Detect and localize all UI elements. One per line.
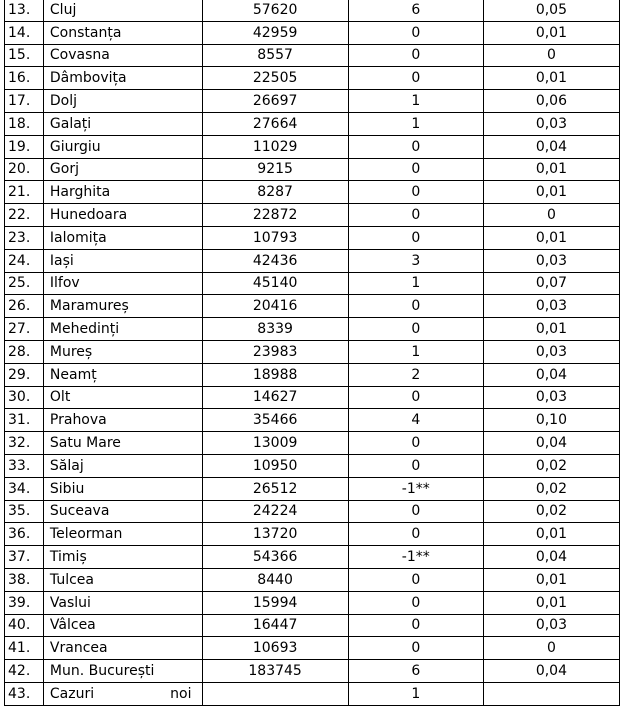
new-cases-cell: 6 [348,660,483,683]
new-cases-cell: 0 [348,500,483,523]
table-row [5,295,620,318]
new-cases-cell: 0 [348,21,483,44]
incidence-cell: 0,01 [483,21,619,44]
incidence-cell: 0,03 [483,386,619,409]
total-cases-cell: 20416 [202,295,348,318]
table-row [5,181,620,204]
county-name-cell: Vâlcea [43,614,202,637]
county-name-cell: Mureș [43,340,202,363]
row-number-cell: 36. [5,523,44,546]
table-row [5,363,620,386]
label-part-2: noi [170,685,192,702]
total-cases-cell: 8339 [202,318,348,341]
table-row [5,318,620,341]
table-row [5,614,620,637]
new-cases-cell: 1 [348,112,483,135]
new-cases-cell: 0 [348,226,483,249]
new-cases-cell: 2 [348,363,483,386]
total-cases-cell: 13720 [202,523,348,546]
row-number-cell: 18. [5,112,44,135]
row-number-cell: 29. [5,363,44,386]
new-cases-cell: 0 [348,614,483,637]
new-cases-cell: 0 [348,591,483,614]
incidence-cell: 0,03 [483,340,619,363]
county-name-cell: Sălaj [43,454,202,477]
row-number-cell: 17. [5,90,44,113]
row-number-cell: 21. [5,181,44,204]
total-cases-cell: 10950 [202,454,348,477]
county-name-cell: Galați [43,112,202,135]
new-cases-cell: 0 [348,637,483,660]
total-cases-cell: 8440 [202,568,348,591]
incidence-cell: 0,04 [483,432,619,455]
county-name-cell: Neamț [43,363,202,386]
row-number-cell: 27. [5,318,44,341]
new-cases-cell: 0 [348,454,483,477]
total-cases-cell: 42436 [202,249,348,272]
row-number-cell: 23. [5,226,44,249]
total-cases-cell: 57620 [202,0,348,21]
new-cases-cell: 0 [348,386,483,409]
incidence-cell: 0,03 [483,249,619,272]
total-cases-cell: 42959 [202,21,348,44]
row-number-cell: 24. [5,249,44,272]
table-row [5,409,620,432]
county-name-cell: Constanța [43,21,202,44]
new-cases-cell: 0 [348,67,483,90]
county-name-cell: Dolj [43,90,202,113]
row-number-cell: 25. [5,272,44,295]
incidence-cell: 0,10 [483,409,619,432]
new-cases-cell: 1 [348,90,483,113]
table-row [5,500,620,523]
table-row [5,90,620,113]
incidence-cell: 0,03 [483,112,619,135]
row-number-cell: 22. [5,204,44,227]
incidence-cell: 0,01 [483,523,619,546]
total-cases-cell: 10693 [202,637,348,660]
total-cases-cell: 8557 [202,44,348,67]
total-cases-cell: 24224 [202,500,348,523]
county-name-cell: Olt [43,386,202,409]
table-row [5,158,620,181]
incidence-cell: 0 [483,44,619,67]
row-number-cell: 19. [5,135,44,158]
table-row [5,523,620,546]
incidence-cell: 0,04 [483,363,619,386]
incidence-cell: 0,01 [483,226,619,249]
new-cases-cell: 0 [348,158,483,181]
county-name-cell: Tulcea [43,568,202,591]
row-number-cell: 42. [5,660,44,683]
row-number-cell: 33. [5,454,44,477]
row-number-cell: 38. [5,568,44,591]
incidence-cell: 0,03 [483,614,619,637]
incidence-cell: 0,02 [483,454,619,477]
new-cases-cell: 0 [348,568,483,591]
table-row [5,546,620,569]
county-name-cell: Suceava [43,500,202,523]
county-name-cell: Sibiu [43,477,202,500]
total-cases-cell: 9215 [202,158,348,181]
county-name-cell: Timiș [43,546,202,569]
new-cases-cell: 3 [348,249,483,272]
row-number-cell: 14. [5,21,44,44]
total-cases-cell: 15994 [202,591,348,614]
county-name-cell [43,682,202,705]
total-cases-cell: 54366 [202,546,348,569]
new-cases-cell: 0 [348,181,483,204]
table-row [5,386,620,409]
new-cases-cell: 1 [348,682,483,705]
row-number-cell: 35. [5,500,44,523]
new-cases-cell: 0 [348,318,483,341]
row-number-cell: 16. [5,67,44,90]
county-name-cell: Dâmbovița [43,67,202,90]
total-cases-cell: 27664 [202,112,348,135]
total-cases-cell: 183745 [202,660,348,683]
row-number-cell: 39. [5,591,44,614]
county-name-cell: Harghita [43,181,202,204]
incidence-cell: 0,01 [483,591,619,614]
table-row [5,454,620,477]
incidence-cell: 0,05 [483,0,619,21]
row-number-cell: 37. [5,546,44,569]
row-number-cell: 31. [5,409,44,432]
row-number-cell: 28. [5,340,44,363]
table-row [5,591,620,614]
total-cases-cell: 14627 [202,386,348,409]
county-name-cell: Satu Mare [43,432,202,455]
new-cases-cell: 1 [348,272,483,295]
county-name-cell: Maramureș [43,295,202,318]
county-name-cell: Vaslui [43,591,202,614]
table-row-new-cases [5,682,620,705]
county-name-cell: Teleorman [43,523,202,546]
table-row [5,0,620,21]
incidence-cell: 0,04 [483,660,619,683]
total-cases-cell: 35466 [202,409,348,432]
row-number-cell: 43. [5,682,44,705]
table-row [5,637,620,660]
incidence-cell: 0 [483,204,619,227]
table-body [5,0,620,705]
total-cases-cell: 10793 [202,226,348,249]
incidence-cell: 0,01 [483,67,619,90]
table-row [5,432,620,455]
total-cases-cell: 22872 [202,204,348,227]
total-cases-cell: 23983 [202,340,348,363]
new-cases-cell: 0 [348,295,483,318]
row-number-cell: 34. [5,477,44,500]
county-name-cell: Mun. București [43,660,202,683]
county-name-cell: Iași [43,249,202,272]
row-number-cell: 41. [5,637,44,660]
table-row [5,660,620,683]
county-name-cell: Vrancea [43,637,202,660]
row-number-cell: 15. [5,44,44,67]
new-cases-cell: 0 [348,204,483,227]
total-cases-cell: 45140 [202,272,348,295]
county-name-cell: Ilfov [43,272,202,295]
table-row [5,226,620,249]
county-name-cell: Gorj [43,158,202,181]
new-cases-cell: 1 [348,340,483,363]
incidence-cell: 0,04 [483,135,619,158]
table-row [5,44,620,67]
new-cases-cell: 0 [348,432,483,455]
new-cases-cell: 0 [348,44,483,67]
total-cases-cell: 26512 [202,477,348,500]
table-row [5,135,620,158]
county-name-cell: Giurgiu [43,135,202,158]
table-row [5,204,620,227]
new-cases-cell: -1** [348,546,483,569]
new-cases-cell: 0 [348,523,483,546]
county-cases-table [4,0,620,706]
total-cases-cell: 26697 [202,90,348,113]
county-name-cell: Hunedoara [43,204,202,227]
incidence-cell: 0,07 [483,272,619,295]
table-row [5,249,620,272]
incidence-cell: 0,01 [483,318,619,341]
row-number-cell: 20. [5,158,44,181]
table-row [5,340,620,363]
incidence-cell: 0,01 [483,568,619,591]
table-row [5,112,620,135]
total-cases-cell: 13009 [202,432,348,455]
county-name-cell: Mehedinți [43,318,202,341]
row-number-cell: 30. [5,386,44,409]
table-row [5,272,620,295]
total-cases-cell: 11029 [202,135,348,158]
incidence-cell: 0,01 [483,158,619,181]
incidence-cell: 0,06 [483,90,619,113]
total-cases-cell: 16447 [202,614,348,637]
new-cases-cell: 4 [348,409,483,432]
incidence-cell: 0,04 [483,546,619,569]
new-cases-cell: 6 [348,0,483,21]
incidence-cell: 0,03 [483,295,619,318]
incidence-cell: 0,01 [483,181,619,204]
new-cases-cell: -1** [348,477,483,500]
county-name-cell: Cluj [43,0,202,21]
total-cases-cell: 18988 [202,363,348,386]
row-number-cell: 13. [5,0,44,21]
table-row [5,477,620,500]
incidence-cell: 0,02 [483,477,619,500]
table-row [5,21,620,44]
total-cases-cell: 8287 [202,181,348,204]
row-number-cell: 40. [5,614,44,637]
total-cases-cell [202,682,348,705]
new-cases-cell: 0 [348,135,483,158]
table-row [5,67,620,90]
incidence-cell: 0,02 [483,500,619,523]
row-number-cell: 26. [5,295,44,318]
incidence-cell: 0 [483,637,619,660]
label-part-1: Cazuri [49,685,95,702]
county-name-cell: Ialomița [43,226,202,249]
total-cases-cell: 22505 [202,67,348,90]
county-name-cell: Covasna [43,44,202,67]
row-number-cell: 32. [5,432,44,455]
county-name-cell: Prahova [43,409,202,432]
incidence-cell [483,682,619,705]
table-row [5,568,620,591]
